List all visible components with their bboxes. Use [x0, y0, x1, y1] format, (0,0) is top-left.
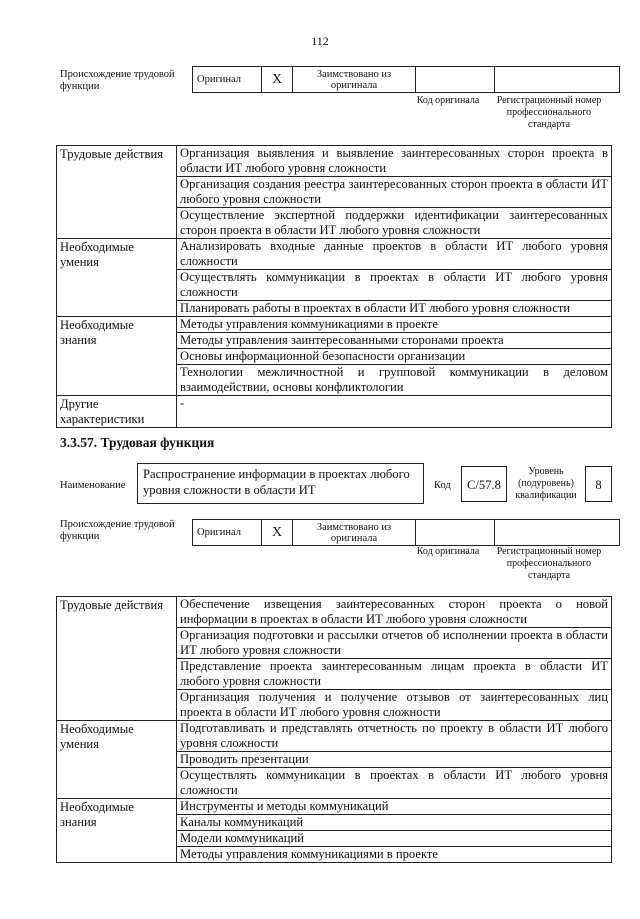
table-item: Анализировать входные данные проектов в области ИТ любого уровня сложности [177, 239, 612, 270]
table-item: Организация выявления и выявление заинтересованных сторон проекта в области ИТ любого уровня сложности [177, 146, 612, 177]
name-value-box: Распространение информации в проектах любого уровня сложности в области ИТ [137, 463, 424, 504]
table-item: Методы управления заинтересованными сторонами проекта [177, 333, 612, 349]
table-item: Представление проекта заинтересованным лицам проекта в области ИТ любого уровня сложности [177, 659, 612, 690]
page-number: 112 [311, 34, 329, 48]
row-label: Необходимые умения [57, 239, 177, 317]
code-value-box: C/57.8 [461, 466, 507, 502]
row-label: Трудовые действия [57, 146, 177, 239]
table-item: Осуществление экспертной поддержки идентификации заинтересованных сторон проекта в области ИТ любого уровня сложности [177, 208, 612, 239]
original-cell: Оригинал [193, 67, 262, 93]
table-item: Модели коммуникаций [177, 831, 612, 847]
name-label: Наименование [60, 480, 126, 491]
reg-number-caption: Регистрационный номер профессионального стандарта [496, 95, 602, 130]
origin-table [192, 66, 620, 93]
origin-label: Происхождение трудовой функции [60, 519, 175, 542]
table-item: Осуществлять коммуникации в проектах в области ИТ любого уровня сложности [177, 270, 612, 301]
table-item: Проводить презентации [177, 752, 612, 768]
table-item: Подготавливать и представлять отчетность по проекту в области ИТ любого уровня сложности [177, 721, 612, 752]
table-item: Организация подготовки и рассылки отчетов об исполнении проекта в области ИТ любого уровня сложности [177, 628, 612, 659]
labor-function-table-2 [56, 596, 612, 863]
reg-number-cell [495, 67, 620, 93]
table-item: Организация создания реестра заинтересованных сторон проекта в области ИТ любого уровня сложности [177, 177, 612, 208]
row-label: Другие характеристики [57, 396, 177, 428]
table-item: Планировать работы в проектах в области ИТ любого уровня сложности [177, 301, 612, 317]
borrowed-cell: Заимствовано из оригинала [293, 67, 416, 93]
reg-number-cell [495, 520, 620, 546]
code-original-cell [416, 520, 495, 546]
row-label: Необходимые знания [57, 799, 177, 863]
level-label: Уровень (подуровень) квалификации [515, 466, 577, 501]
code-original-caption: Код оригинала [416, 95, 480, 106]
table-item: Основы информационной безопасности организации [177, 349, 612, 365]
code-original-cell [416, 67, 495, 93]
table-item: Обеспечение извещения заинтересованных сторон проекта о новой информации в проектах в области ИТ любого уровня сложности [177, 597, 612, 628]
table-item: Методы управления коммуникациями в проекте [177, 847, 612, 863]
level-value-box: 8 [585, 466, 612, 502]
original-cell: Оригинал [193, 520, 262, 546]
table-item: Организация получения и получение отзывов от заинтересованных лиц проекта в области ИТ любого уровня сложности [177, 690, 612, 721]
code-original-caption: Код оригинала [416, 546, 480, 557]
x-mark: X [262, 520, 293, 546]
table-item: - [177, 396, 612, 428]
table-item: Инструменты и методы коммуникаций [177, 799, 612, 815]
code-label: Код [434, 480, 451, 491]
table-item: Каналы коммуникаций [177, 815, 612, 831]
borrowed-cell: Заимствовано из оригинала [293, 520, 416, 546]
reg-number-caption: Регистрационный номер профессионального стандарта [496, 546, 602, 581]
row-label: Необходимые умения [57, 721, 177, 799]
row-label: Необходимые знания [57, 317, 177, 396]
row-label: Трудовые действия [57, 597, 177, 721]
table-item: Технологии межличностной и групповой коммуникации в деловом взаимодействии, основы конфликтологии [177, 365, 612, 396]
table-item: Осуществлять коммуникации в проектах в области ИТ любого уровня сложности [177, 768, 612, 799]
labor-function-table-1 [56, 145, 612, 428]
section-title: 3.3.57. Трудовая функция [60, 435, 215, 450]
x-mark: X [262, 67, 293, 93]
origin-label: Происхождение трудовой функции [60, 69, 175, 92]
table-item: Методы управления коммуникациями в проекте [177, 317, 612, 333]
origin-table [192, 519, 620, 546]
